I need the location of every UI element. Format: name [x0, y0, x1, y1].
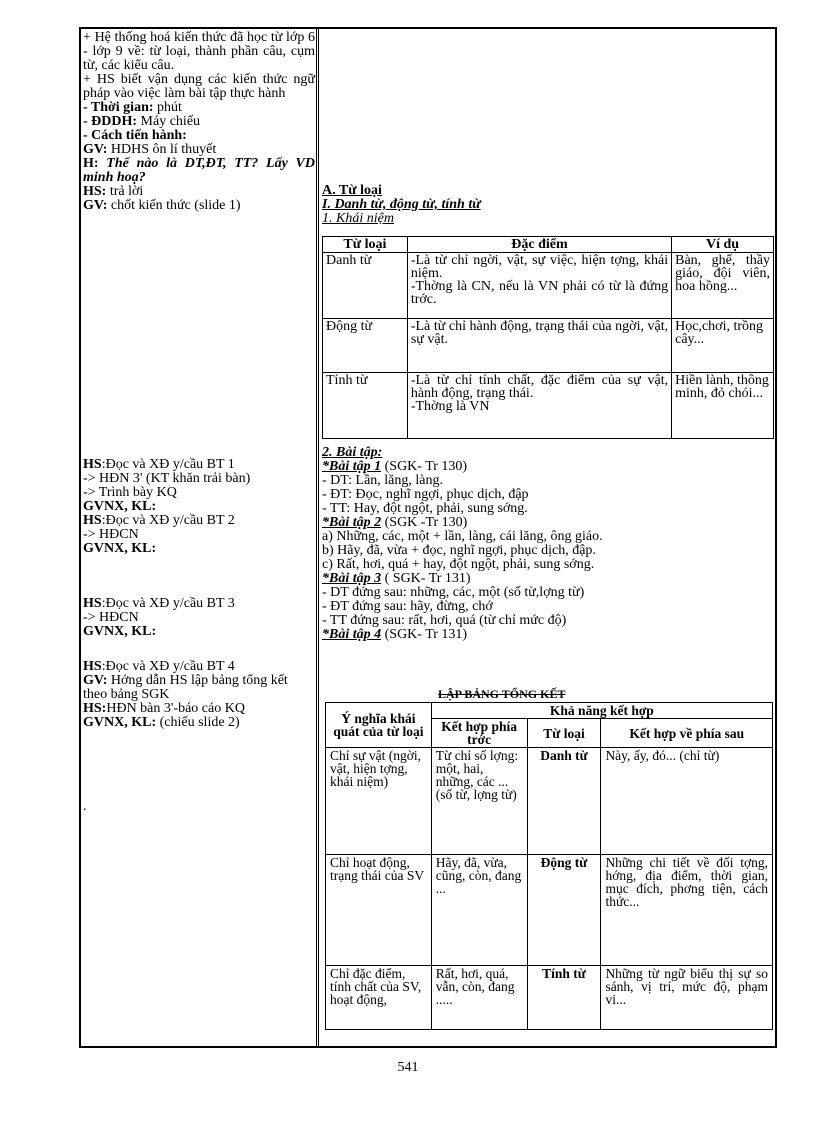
gv2-line	[83, 199, 315, 213]
intro-line-1: + Hệ thống hoá kiến thức đã học từ lớp 6 - lớp 9 về: từ loại, thành phần câu, cụm từ, các kiểu câu.	[83, 30, 315, 73]
page-number: 541	[397, 1060, 419, 1075]
bt3-heading	[322, 572, 774, 586]
gv2-text: chốt kiến thức (slide 1)	[107, 198, 241, 213]
table2-header-meaning: Ý nghĩa khái quát của từ loại	[326, 703, 432, 748]
table2-cell-before: Từ chỉ số lợng: một, hai, những, các ... (số từ, lợng từ)	[431, 748, 527, 855]
table1-header-feature: Đặc điểm	[407, 237, 671, 253]
bt3-hs-text: :Đọc và XĐ y/cầu BT 3	[101, 596, 235, 611]
tools-value: Máy chiếu	[137, 114, 201, 129]
table1-row	[323, 373, 774, 439]
bt3-line2: -> HĐCN	[83, 610, 139, 625]
section-2-heading: 2. Bài tập:	[322, 445, 383, 460]
left-bt4	[83, 660, 315, 730]
word-class-table	[322, 236, 774, 439]
bt4-heading	[322, 628, 774, 642]
table2-cell-type: Danh từ	[527, 748, 601, 855]
table1-header-example: Ví dụ	[672, 237, 774, 253]
left-intro	[83, 31, 315, 213]
bt4-gvnx-text: (chiếu slide 2)	[156, 715, 240, 730]
table2-cell-meaning: Chỉ đặc điểm, tính chất của SV, hoạt động,	[326, 966, 432, 1030]
column-divider	[316, 27, 319, 1048]
bt4-ref: (SGK- Tr 131)	[381, 627, 468, 642]
table1-row	[323, 253, 774, 319]
bt2-answer-line: a) Những, các, một + lần, làng, cái lăng, ông giáo.	[322, 529, 603, 544]
bt1-line2: -> HĐN 3' (KT khăn trải bàn)	[83, 471, 251, 486]
bt1-line3: -> Trình bày KQ	[83, 485, 177, 500]
bt1-answer-line: - TT: Hay, đột ngột, phải, sung sớng.	[322, 501, 528, 516]
bt4-hs-text: :Đọc và XĐ y/cầu BT 4	[101, 659, 235, 674]
bt1-hs-text: :Đọc và XĐ y/cầu BT 1	[101, 457, 235, 472]
bt4-hs-label: HS	[83, 659, 102, 674]
summary-table-title: LẬP BẢNG TỔNG KẾT	[438, 687, 566, 701]
table2-header-row-1	[326, 703, 773, 719]
bt3-ref: ( SGK- Tr 131)	[381, 571, 471, 586]
table1-header-row	[323, 237, 774, 253]
table2-header-type: Từ loại	[527, 719, 601, 748]
bt3-answer-line: - DT đứng sau: những, các, một (số từ,lợng từ)	[322, 585, 585, 600]
bt1-hs-line	[83, 458, 315, 472]
table2-header-before: Kết hợp phía trớc	[431, 719, 527, 748]
table1-cell-type: Động từ	[323, 319, 408, 373]
table1-cell-feature: -Là từ chỉ hành động, trạng thái của ngời, vật, sự vật.	[407, 319, 671, 373]
bt3-hs-label: HS	[83, 596, 102, 611]
bt2-hs-label: HS	[83, 513, 102, 528]
gv1-text: HDHS ôn lí thuyết	[107, 142, 217, 157]
exercises	[322, 446, 774, 642]
bt3-answer-line: - ĐT đứng sau: hãy, đừng, chớ	[322, 599, 493, 614]
right-headings	[322, 184, 774, 226]
table2-cell-type: Động từ	[527, 855, 601, 966]
bt3-hs-line	[83, 597, 315, 611]
bt1-hs-label: HS	[83, 457, 102, 472]
bt3-answer-line: - TT đứng sau: rất, hơi, quá (từ chỉ mức độ)	[322, 613, 567, 628]
table1-cell-type: Danh từ	[323, 253, 408, 319]
time-line	[83, 101, 315, 115]
h-label: H:	[83, 156, 99, 171]
bt1-heading	[322, 460, 774, 474]
bt2-line2: -> HĐCN	[83, 527, 139, 542]
section-1-heading: I. Danh từ, động từ, tính từ	[322, 197, 481, 212]
hs1-label: HS:	[83, 184, 107, 199]
left-bt3	[83, 597, 315, 639]
table2-cell-meaning: Chỉ hoạt động, trạng thái của SV	[326, 855, 432, 966]
bt4-gv-text: Hớng dẫn HS lập bảng tổng kết theo bảng SGK	[83, 673, 288, 702]
section-a-heading: A. Từ loại	[322, 183, 382, 198]
bt2-hs-text: :Đọc và XĐ y/cầu BT 2	[101, 513, 235, 528]
bt3-gvnx: GVNX, KL:	[83, 624, 157, 639]
table1-header-type: Từ loại	[323, 237, 408, 253]
bt4-hs2-line	[83, 702, 315, 716]
bt2-title: *Bài tập 2	[322, 515, 382, 530]
bt2-hs-line	[83, 514, 315, 528]
bt2-gvnx: GVNX, KL:	[83, 541, 157, 556]
time-label: - Thời gian:	[83, 100, 154, 115]
left-dot: .	[83, 799, 87, 814]
table1-cell-example: Hiền lành, thông minh, đỏ chói...	[672, 373, 774, 439]
method-label: - Cách tiến hành:	[83, 128, 187, 143]
table2-cell-type: Tính từ	[527, 966, 601, 1030]
gv2-label: GV:	[83, 198, 108, 213]
table2-header-ability: Khả năng kết hợp	[431, 703, 772, 719]
h-line	[83, 157, 315, 185]
bt1-answer-line: - DT: Lần, lăng, làng.	[322, 473, 443, 488]
bt4-gvnx-label: GVNX, KL:	[83, 715, 157, 730]
table2-cell-meaning: Chỉ sự vật (ngời, vật, hiện tợng, khái niệm)	[326, 748, 432, 855]
hs1-text: trả lời	[106, 184, 144, 199]
bt4-hs2-text: HĐN bàn 3'-báo cáo KQ	[106, 701, 245, 716]
bt4-hs2-label: HS:	[83, 701, 107, 716]
table1-row	[323, 319, 774, 373]
summary-table	[325, 702, 773, 1030]
table2-header-after: Kết hợp về phía sau	[601, 719, 773, 748]
bt3-title: *Bài tập 3	[322, 571, 382, 586]
bt2-heading	[322, 516, 774, 530]
table2-cell-after: Những chi tiết về đối tợng, hớng, địa điểm, thời gian, mục đích, phơng tiện, cách thức...	[601, 855, 773, 966]
gv1-label: GV:	[83, 142, 108, 157]
tools-label: - ĐDDH:	[83, 114, 138, 129]
table2-cell-before: Rất, hơi, quá, vẫn, còn, đang .....	[431, 966, 527, 1030]
bt4-gv-line	[83, 674, 315, 702]
bt4-gv-label: GV:	[83, 673, 108, 688]
table2-row	[326, 855, 773, 966]
table1-cell-example: Học,chơi, trồng cây...	[672, 319, 774, 373]
hs1-line	[83, 185, 315, 199]
table1-cell-type: Tính từ	[323, 373, 408, 439]
left-bt1	[83, 458, 315, 556]
table2-row	[326, 966, 773, 1030]
table1-cell-feature: -Là từ chỉ tính chất, đặc điểm của sự vật, hành động, trạng thái. -Thờng là VN	[407, 373, 671, 439]
bt1-answer-line: - ĐT: Đọc, nghĩ ngợi, phục dịch, đập	[322, 487, 529, 502]
table2-cell-before: Hãy, đã, vừa, cũng, còn, đang ...	[431, 855, 527, 966]
bt2-answer-line: b) Hãy, đã, vừa + đọc, nghĩ ngợi, phục dịch, đập.	[322, 543, 596, 558]
table1-cell-example: Bàn, ghế, thầy giáo, đội viên, hoa hồng...	[672, 253, 774, 319]
bt1-title: *Bài tập 1	[322, 459, 382, 474]
table2-cell-after: Này, ấy, đó... (chỉ từ)	[601, 748, 773, 855]
tools-line	[83, 115, 315, 129]
bt4-hs-line	[83, 660, 315, 674]
time-value: phút	[153, 100, 182, 115]
section-1-1-heading: 1. Khái niệm	[322, 211, 394, 226]
table1-cell-feature: -Là từ chỉ ngời, vật, sự việc, hiện tợng, khái niệm. -Thờng là CN, nếu là VN phải có từ là đứng trớc.	[407, 253, 671, 319]
gv1-line	[83, 143, 315, 157]
bt4-gvnx-line	[83, 716, 315, 730]
bt4-title: *Bài tập 4	[322, 627, 382, 642]
bt2-ref: (SGK -Tr 130)	[381, 515, 468, 530]
table2-row	[326, 748, 773, 855]
bt2-answer-line: c) Rất, hơi, quá + hay, đột ngột, phải, sung sớng.	[322, 557, 595, 572]
intro-line-2: + HS biết vận dụng các kiến thức ngữ pháp vào việc làm bài tập thực hành	[83, 72, 315, 101]
bt1-gvnx: GVNX, KL:	[83, 499, 157, 514]
table2-cell-after: Những từ ngữ biểu thị sự so sánh, vị trí, mức độ, phạm vi...	[601, 966, 773, 1030]
h-text: Thế nào là DT,ĐT, TT? Lấy VD minh hoạ?	[83, 156, 315, 185]
bt1-ref: (SGK- Tr 130)	[381, 459, 468, 474]
